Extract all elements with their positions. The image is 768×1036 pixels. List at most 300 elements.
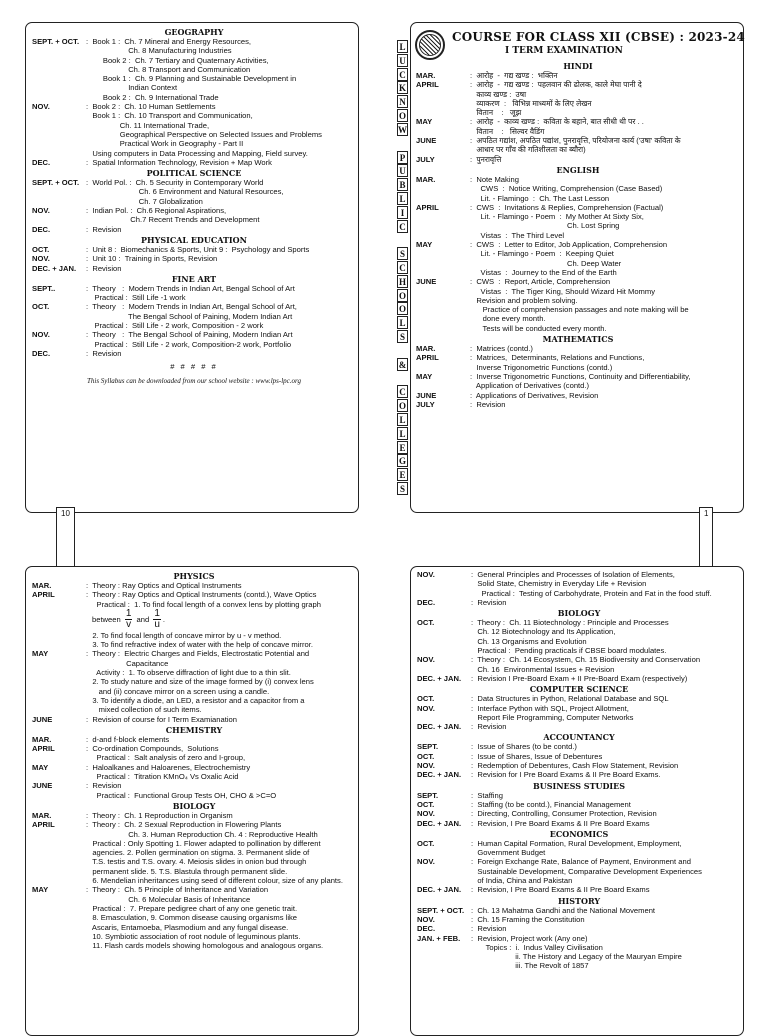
- syllabus-row: [32, 321, 356, 330]
- syllabus-text: : Theory : The Bengal School of Paining, Modern Indian Art: [86, 330, 293, 340]
- syllabus-text: Ch. 6 Environment and Natural Resources,: [86, 187, 284, 197]
- month-label: [32, 772, 86, 781]
- syllabus-row: [417, 674, 741, 683]
- syllabus-text: Inverse Trigonometric Functions (contd.): [470, 362, 613, 372]
- vertical-letter: U: [397, 164, 408, 177]
- month-label: MAR.: [416, 344, 436, 354]
- syllabus-row: [32, 284, 356, 293]
- syllabus-text: Ch. 11 International Trade,: [86, 120, 210, 130]
- month-label: [32, 640, 86, 649]
- syllabus-text: 3. To identify a diode, an LED, a resistor and a capacitor from a: [86, 695, 305, 705]
- month-label: [32, 913, 86, 922]
- syllabus-row: [417, 694, 741, 703]
- hindi-list: [416, 71, 740, 164]
- month-label: SEPT.: [417, 790, 439, 800]
- mathematics-heading: MATHEMATICS: [542, 334, 614, 345]
- syllabus-text: 6. Mendelian inheritances using seed of different colour, size of any plants.: [86, 876, 343, 886]
- physics-list-continued: [32, 631, 356, 724]
- month-label: [32, 312, 86, 321]
- month-label: [417, 665, 471, 674]
- month-label: [416, 268, 470, 277]
- syllabus-text: Practical : 1. To find focal length of a convex lens by plotting graph: [86, 599, 321, 609]
- vertical-letter: [397, 137, 408, 150]
- syllabus-text: Capacitance: [86, 658, 169, 668]
- syllabus-text: : Theory : Ch. 11 Biotechnology : Principle and Processes: [471, 618, 669, 628]
- month-label: APRIL: [32, 820, 55, 830]
- syllabus-text: Practical : Only Spotting 1. Flower adapted to pollination by different: [86, 838, 321, 848]
- month-label: [417, 627, 471, 636]
- syllabus-text: : Staffing (to be contd.), Financial Management: [471, 799, 631, 809]
- month-label: [32, 876, 86, 885]
- month-label: MAR.: [32, 734, 52, 744]
- month-label: [416, 249, 470, 258]
- month-label: DEC.: [32, 224, 51, 234]
- business-studies-heading: BUSINESS STUDIES: [532, 780, 626, 791]
- school-logo: [415, 30, 445, 60]
- syllabus-text: Application of Derivatives (contd.): [470, 381, 590, 391]
- syllabus-text: : d-and f-block elements: [86, 734, 170, 744]
- month-label: [417, 943, 471, 952]
- vertical-letter: K: [398, 83, 406, 94]
- syllabus-row: [416, 221, 740, 230]
- month-label: JUNE: [416, 390, 437, 400]
- syllabus-text: 2. To study nature and size of the image formed by (i) convex lens: [86, 677, 314, 687]
- syllabus-text: : Theory : Electric Charges and Fields, Electrostatic Potential and: [86, 649, 310, 659]
- month-label: DEC. + JAN.: [417, 818, 462, 828]
- month-label: JUNE: [416, 277, 437, 287]
- month-label: SEPT..: [32, 283, 56, 293]
- vertical-letter: G: [398, 456, 406, 467]
- syllabus-row: [32, 312, 356, 321]
- syllabus-row: [32, 848, 356, 857]
- vertical-letter: C: [397, 68, 408, 81]
- syllabus-row: [417, 848, 741, 857]
- month-label: [32, 293, 86, 302]
- vertical-letter: W: [398, 124, 407, 135]
- syllabus-text: T.S. testis and T.S. ovary. 4. Meiosis slides in onion bud through: [86, 857, 307, 867]
- month-label: JAN. + FEB.: [417, 933, 461, 943]
- syllabus-text: ii. The History and Legacy of the Mauryan Empire: [471, 952, 682, 962]
- page-number-1: 1: [699, 507, 713, 1032]
- month-label: [417, 646, 471, 655]
- syllabus-text: : Co-ordination Compounds, Solutions: [86, 744, 219, 754]
- vertical-letter: S: [397, 482, 408, 495]
- syllabus-text: : आरोह - गद्य खण्ड : पहलवान की ढोलक, काले मेघा पानी दे: [470, 80, 642, 90]
- syllabus-row: [32, 149, 356, 158]
- political-science-heading: POLITICAL SCIENCE: [146, 168, 242, 179]
- syllabus-text: Ch. 12 Biotechnology and Its Application,: [471, 627, 616, 637]
- month-label: MAR.: [416, 174, 436, 184]
- syllabus-row: [416, 71, 740, 80]
- syllabus-row: [32, 37, 356, 46]
- month-label: [32, 600, 86, 609]
- syllabus-row: [32, 811, 356, 820]
- vertical-letter: C: [397, 220, 408, 233]
- syllabus-row: [32, 187, 356, 196]
- syllabus-text: : World Pol. : Ch. 5 Security in Contemporary World: [86, 178, 264, 188]
- month-label: MAY: [32, 649, 49, 659]
- syllabus-row: [416, 277, 740, 286]
- syllabus-text: : Inverse Trigonometric Functions, Continuity and Differentiability,: [470, 371, 691, 381]
- month-label: MAY: [416, 117, 433, 127]
- month-label: NOV.: [417, 703, 435, 713]
- syllabus-row: [32, 763, 356, 772]
- month-label: NOV.: [417, 914, 435, 924]
- hindi-heading: HINDI: [563, 61, 593, 71]
- syllabus-row: [32, 705, 356, 714]
- syllabus-row: [32, 735, 356, 744]
- syllabus-row: [416, 314, 740, 323]
- month-label: OCT.: [417, 751, 435, 761]
- syllabus-text: : Staffing: [471, 790, 503, 800]
- vertical-letter: S: [397, 330, 408, 343]
- syllabus-row: [416, 353, 740, 362]
- between-text: between: [92, 614, 121, 624]
- month-label: [32, 93, 86, 102]
- month-label: JULY: [416, 399, 435, 409]
- syllabus-row: [417, 770, 741, 779]
- syllabus-text: Ch. 3. Human Reproduction Ch. 4 : Reproductive Health: [86, 829, 318, 839]
- syllabus-row: [32, 904, 356, 913]
- vertical-letter: S: [397, 247, 408, 260]
- month-label: JUNE: [416, 136, 437, 146]
- syllabus-text: : Matrices (contd.): [470, 344, 533, 354]
- syllabus-text: permanent slide. 5. T.S. Blastula through permanent slide.: [86, 866, 288, 876]
- economics-heading: ECONOMICS: [549, 828, 609, 839]
- syllabus-row: [417, 637, 741, 646]
- syllabus-row: [32, 895, 356, 904]
- syllabus-text: Practical : 7. Prepare pedigree chart of any one genetic trait.: [86, 903, 298, 913]
- syllabus-text: : Revision: [471, 722, 507, 732]
- month-label: MAY: [416, 371, 433, 381]
- syllabus-text: : Theory : Ch. 2 Sexual Reproduction in Flowering Plants: [86, 820, 282, 830]
- syllabus-text: : Theory : Ray Optics and Optical Instruments (contd.), Wave Optics: [86, 590, 317, 600]
- syllabus-text: Ch.7 Recent Trends and Development: [86, 215, 260, 225]
- vertical-letter: U: [397, 54, 408, 67]
- syllabus-text: Indian Context: [86, 83, 178, 93]
- syllabus-row: [32, 791, 356, 800]
- page-10-content: [32, 26, 356, 386]
- month-label: [32, 677, 86, 686]
- vertical-letter: H: [398, 276, 406, 287]
- business-studies-list: [417, 791, 741, 828]
- month-label: [416, 184, 470, 193]
- syllabus-text: : Redemption of Debentures, Cash Flow Statement, Revision: [471, 761, 679, 771]
- month-label: DEC. + JAN.: [417, 885, 462, 895]
- syllabus-text: व्याकरण : विभिन्न माध्यमों के लिए लेखन: [470, 98, 592, 108]
- month-label: NOV.: [417, 857, 435, 867]
- physical-education-heading: PHYSICAL EDUCATION: [141, 234, 247, 245]
- syllabus-text: Ch. Deep Water: [470, 258, 622, 268]
- syllabus-text: Practical : Salt analysis of zero and I-group,: [86, 753, 246, 763]
- school-name-vertical: [397, 40, 408, 495]
- month-label: [416, 221, 470, 230]
- syllabus-text: Topics : i. Indus Valley Civilisation: [471, 942, 603, 952]
- vertical-letter: E: [397, 468, 408, 481]
- syllabus-text: : Book 1 : Ch. 7 Mineral and Energy Resources,: [86, 37, 252, 46]
- page-3-content: [32, 570, 356, 950]
- syllabus-row: [32, 668, 356, 677]
- syllabus-text: : Spatial Information Technology, Revision + Map Work: [86, 157, 272, 167]
- syllabus-text: : आरोह - काव्य खण्ड : कविता के बहाने, बात सीधी थी पर . .: [470, 117, 644, 127]
- vertical-letter: L: [397, 192, 408, 205]
- and-text: and: [136, 614, 150, 624]
- syllabus-row: [416, 127, 740, 136]
- month-label: NOV.: [417, 570, 435, 579]
- syllabus-text: Practical : Functional Group Tests OH, CHO & >C=O: [86, 790, 277, 800]
- month-label: [416, 145, 470, 154]
- syllabus-row: [417, 924, 741, 933]
- syllabus-row: [417, 791, 741, 800]
- syllabus-text: : Issue of Shares, Issue of Debentures: [471, 751, 603, 761]
- syllabus-text: : Indian Pol. : Ch.6 Regional Aspirations,: [86, 206, 227, 216]
- syllabus-text: : Revision I Pre-Board Exam + II Pre-Board Exam (respectively): [471, 673, 688, 683]
- month-label: [416, 296, 470, 305]
- syllabus-text: Book 1 : Ch. 9 Planning and Sustainable Development in: [86, 74, 297, 84]
- syllabus-row: [416, 287, 740, 296]
- syllabus-row: [32, 867, 356, 876]
- month-label: [32, 130, 86, 139]
- vertical-letter: P: [397, 151, 408, 164]
- syllabus-text: Ascaris, Entamoeba, Plasmodium and any fungal disease.: [86, 922, 289, 932]
- month-label: MAY: [32, 885, 49, 895]
- month-label: [417, 876, 471, 885]
- page-10-panel: [25, 22, 359, 513]
- syllabus-text: : Interface Python with SQL, Project Allotment,: [471, 703, 629, 713]
- month-label: APRIL: [32, 590, 55, 600]
- vertical-letter: L: [397, 427, 408, 440]
- vertical-letter: C: [397, 385, 408, 398]
- syllabus-text: : Matrices, Determinants, Relations and Functions,: [470, 353, 645, 363]
- syllabus-text: : Book 2 : Ch. 10 Human Settlements: [86, 102, 216, 112]
- vertical-letter: &: [398, 359, 407, 370]
- vertical-letter: C: [397, 261, 408, 274]
- month-label: APRIL: [416, 202, 439, 212]
- month-label: DEC. + JAN.: [32, 263, 77, 273]
- month-label: [417, 589, 471, 598]
- syllabus-text: : Revision of course for I Term Examianation: [86, 714, 237, 724]
- month-label: [32, 149, 86, 158]
- syllabus-row: [32, 178, 356, 187]
- syllabus-row: [416, 136, 740, 145]
- syllabus-row: [416, 324, 740, 333]
- month-label: JUNE: [32, 781, 53, 791]
- month-label: [416, 259, 470, 268]
- month-label: [32, 668, 86, 677]
- vertical-letter: E: [397, 441, 408, 454]
- economics-list: [417, 839, 741, 895]
- syllabus-row: [416, 363, 740, 372]
- syllabus-row: [416, 372, 740, 381]
- month-label: [32, 65, 86, 74]
- syllabus-row: [32, 932, 356, 941]
- syllabus-row: [417, 722, 741, 731]
- vertical-letter: L: [397, 316, 408, 329]
- month-label: MAY: [416, 240, 433, 250]
- syllabus-text: : Theory : Ch. 1 Reproduction in Organism: [86, 810, 233, 820]
- course-title: COURSE FOR CLASS XII (CBSE) : 2023-24: [452, 30, 745, 44]
- syllabus-row: [32, 293, 356, 302]
- syllabus-text: Practical : Testing of Carbohydrate, Protein and Fat in the food stuff.: [471, 588, 712, 598]
- syllabus-row: [32, 56, 356, 65]
- syllabus-text: Practical : Pending practicals if CBSE board modulates.: [471, 646, 667, 656]
- syllabus-row: [416, 344, 740, 353]
- month-label: NOV.: [32, 206, 50, 216]
- month-label: [32, 830, 86, 839]
- syllabus-text: : Theory : Ch. 5 Principle of Inheritance and Variation: [86, 885, 269, 895]
- syllabus-text: : CWS : Letter to Editor, Job Application, Comprehension: [470, 240, 668, 250]
- syllabus-row: [417, 713, 741, 722]
- month-label: NOV.: [32, 102, 50, 112]
- month-label: [416, 212, 470, 221]
- month-label: [417, 713, 471, 722]
- syllabus-text: : अपठित गद्यांश, अपठित पद्यांश, पुनरावृत्ति, परियोजना कार्य ('उषा' कविता के: [470, 136, 681, 146]
- month-label: [32, 848, 86, 857]
- month-label: DEC. + JAN.: [417, 770, 462, 780]
- vertical-letter: L: [397, 413, 408, 426]
- syllabus-row: [32, 349, 356, 358]
- syllabus-text: : Note Making: [470, 174, 519, 184]
- month-label: [416, 314, 470, 323]
- month-label: [32, 687, 86, 696]
- syllabus-text: वितान : जूझ: [470, 108, 522, 118]
- month-label: [32, 56, 86, 65]
- month-label: OCT.: [32, 302, 50, 312]
- website-note: This Syllabus can be downloaded from our school website : www.lps-lpc.org: [86, 376, 301, 385]
- month-label: DEC.: [32, 157, 51, 167]
- syllabus-text: : Revision: [86, 781, 122, 791]
- month-label: [32, 923, 86, 932]
- syllabus-text: Practical : Still Life - 2 work, Composition - 2 work: [86, 321, 264, 331]
- month-label: MAR.: [32, 581, 52, 590]
- syllabus-row: [416, 259, 740, 268]
- syllabus-row: [417, 952, 741, 961]
- syllabus-text: : Human Capital Formation, Rural Development, Employment,: [471, 838, 682, 848]
- month-label: [417, 867, 471, 876]
- month-label: NOV.: [417, 655, 435, 665]
- syllabus-text: : Revision: [470, 399, 506, 409]
- syllabus-row: [32, 158, 356, 167]
- syllabus-text: and (ii) concave mirror on a screen using a candle.: [86, 686, 270, 696]
- vertical-letter: O: [398, 401, 406, 412]
- syllabus-text: : CWS : Report, Article, Comprehension: [470, 277, 611, 287]
- month-label: [32, 74, 86, 83]
- syllabus-text: Vistas : The Third Level: [470, 230, 565, 240]
- syllabus-text: Using computers in Data Processing and Mapping, Field survey.: [86, 148, 308, 158]
- syllabus-text: : आरोह - गद्य खण्ड : भक्तिन: [470, 71, 558, 80]
- month-label: APRIL: [416, 353, 439, 363]
- fraction-one-over-v: $\frac{1}{v}$: [125, 608, 132, 631]
- syllabus-text: Practical : Still Life - 2 work, Composition-2 work, Portfolio: [86, 339, 292, 349]
- syllabus-row: [417, 885, 741, 894]
- fine-art-heading: FINE ART: [171, 273, 217, 284]
- syllabus-row: [416, 90, 740, 99]
- syllabus-row: [416, 268, 740, 277]
- syllabus-row: [416, 296, 740, 305]
- syllabus-row: [32, 245, 356, 254]
- syllabus-row: [416, 240, 740, 249]
- syllabus-text: : Unit 8 : Biomechanics & Sports, Unit 9 : Psychology and Sports: [86, 244, 310, 254]
- syllabus-text: 10. Symbiotic association of root nodule of leguminous plants.: [86, 931, 301, 941]
- syllabus-row: [32, 885, 356, 894]
- month-label: [32, 83, 86, 92]
- syllabus-text: mixed collection of such items.: [86, 705, 202, 715]
- page-4-panel: [410, 566, 744, 1036]
- syllabus-row: [416, 231, 740, 240]
- syllabus-text: : Revision, Project work (Any one): [471, 933, 588, 943]
- syllabus-row: [32, 206, 356, 215]
- syllabus-row: [32, 857, 356, 866]
- month-label: MAR.: [32, 810, 52, 820]
- syllabus-text: Lit. - Flamingo - Poem : Keeping Quiet: [470, 249, 614, 259]
- syllabus-row: [416, 80, 740, 89]
- syllabus-row: [32, 302, 356, 311]
- syllabus-text: : Applications of Derivatives, Revision: [470, 390, 599, 400]
- biology-heading-2: BIOLOGY: [557, 608, 601, 619]
- fine-art-list: [32, 284, 356, 358]
- syllabus-row: [32, 330, 356, 339]
- syllabus-row: [417, 761, 741, 770]
- vertical-letter: N: [397, 95, 408, 108]
- syllabus-text: Ch. 8 Transport and Communication: [86, 64, 251, 74]
- syllabus-row: [416, 391, 740, 400]
- month-label: [32, 895, 86, 904]
- syllabus-text: 3. To find refractive index of water with the help of concave mirror.: [86, 640, 313, 650]
- month-label: [32, 321, 86, 330]
- month-label: [32, 904, 86, 913]
- syllabus-text: Vistas : The Tiger King, Should Wizard Hit Mommy: [470, 286, 655, 296]
- syllabus-row: [32, 744, 356, 753]
- biology-heading: BIOLOGY: [172, 800, 216, 811]
- syllabus-row: [417, 579, 741, 588]
- month-label: SEPT.: [417, 742, 439, 752]
- month-label: [32, 839, 86, 848]
- vertical-letter: O: [398, 304, 406, 315]
- month-label: DEC.: [417, 924, 436, 934]
- month-label: [417, 961, 471, 970]
- month-label: [417, 637, 471, 646]
- biology-list: [32, 811, 356, 950]
- syllabus-text: Ch. 6 Molecular Basis of Inheritance: [86, 894, 251, 904]
- syllabus-row: [32, 941, 356, 950]
- computer-science-list: [417, 694, 741, 731]
- syllabus-row: [417, 906, 741, 915]
- syllabus-row: [32, 225, 356, 234]
- month-label: OCT.: [417, 618, 435, 628]
- page-3-panel: [25, 566, 359, 1036]
- syllabus-row: [417, 857, 741, 866]
- syllabus-row: [32, 839, 356, 848]
- syllabus-row: [32, 139, 356, 148]
- month-label: [416, 305, 470, 314]
- syllabus-row: [32, 254, 356, 263]
- syllabus-row: [32, 83, 356, 92]
- physics-fraction-line: between $\frac{1}{v}$ and $\frac{1}{u}$ .: [92, 608, 166, 631]
- month-label: [32, 867, 86, 876]
- syllabus-row: [32, 215, 356, 224]
- chemistry-cont-list: [417, 570, 741, 607]
- syllabus-text: Activity : 1. To observe diffraction of light due to a thin slit.: [86, 668, 291, 678]
- month-label: [32, 111, 86, 120]
- syllabus-text: Ch. 16 Environmental Issues + Revision: [471, 664, 615, 674]
- month-label: SEPT. + OCT.: [32, 37, 80, 46]
- syllabus-text: Book 2 : Ch. 9 International Trade: [86, 92, 219, 102]
- syllabus-text: : Revision: [471, 597, 507, 607]
- end-marks: # # # # #: [170, 362, 218, 372]
- syllabus-row: [416, 194, 740, 203]
- syllabus-text: Government Budget: [471, 848, 546, 858]
- month-label: [32, 215, 86, 224]
